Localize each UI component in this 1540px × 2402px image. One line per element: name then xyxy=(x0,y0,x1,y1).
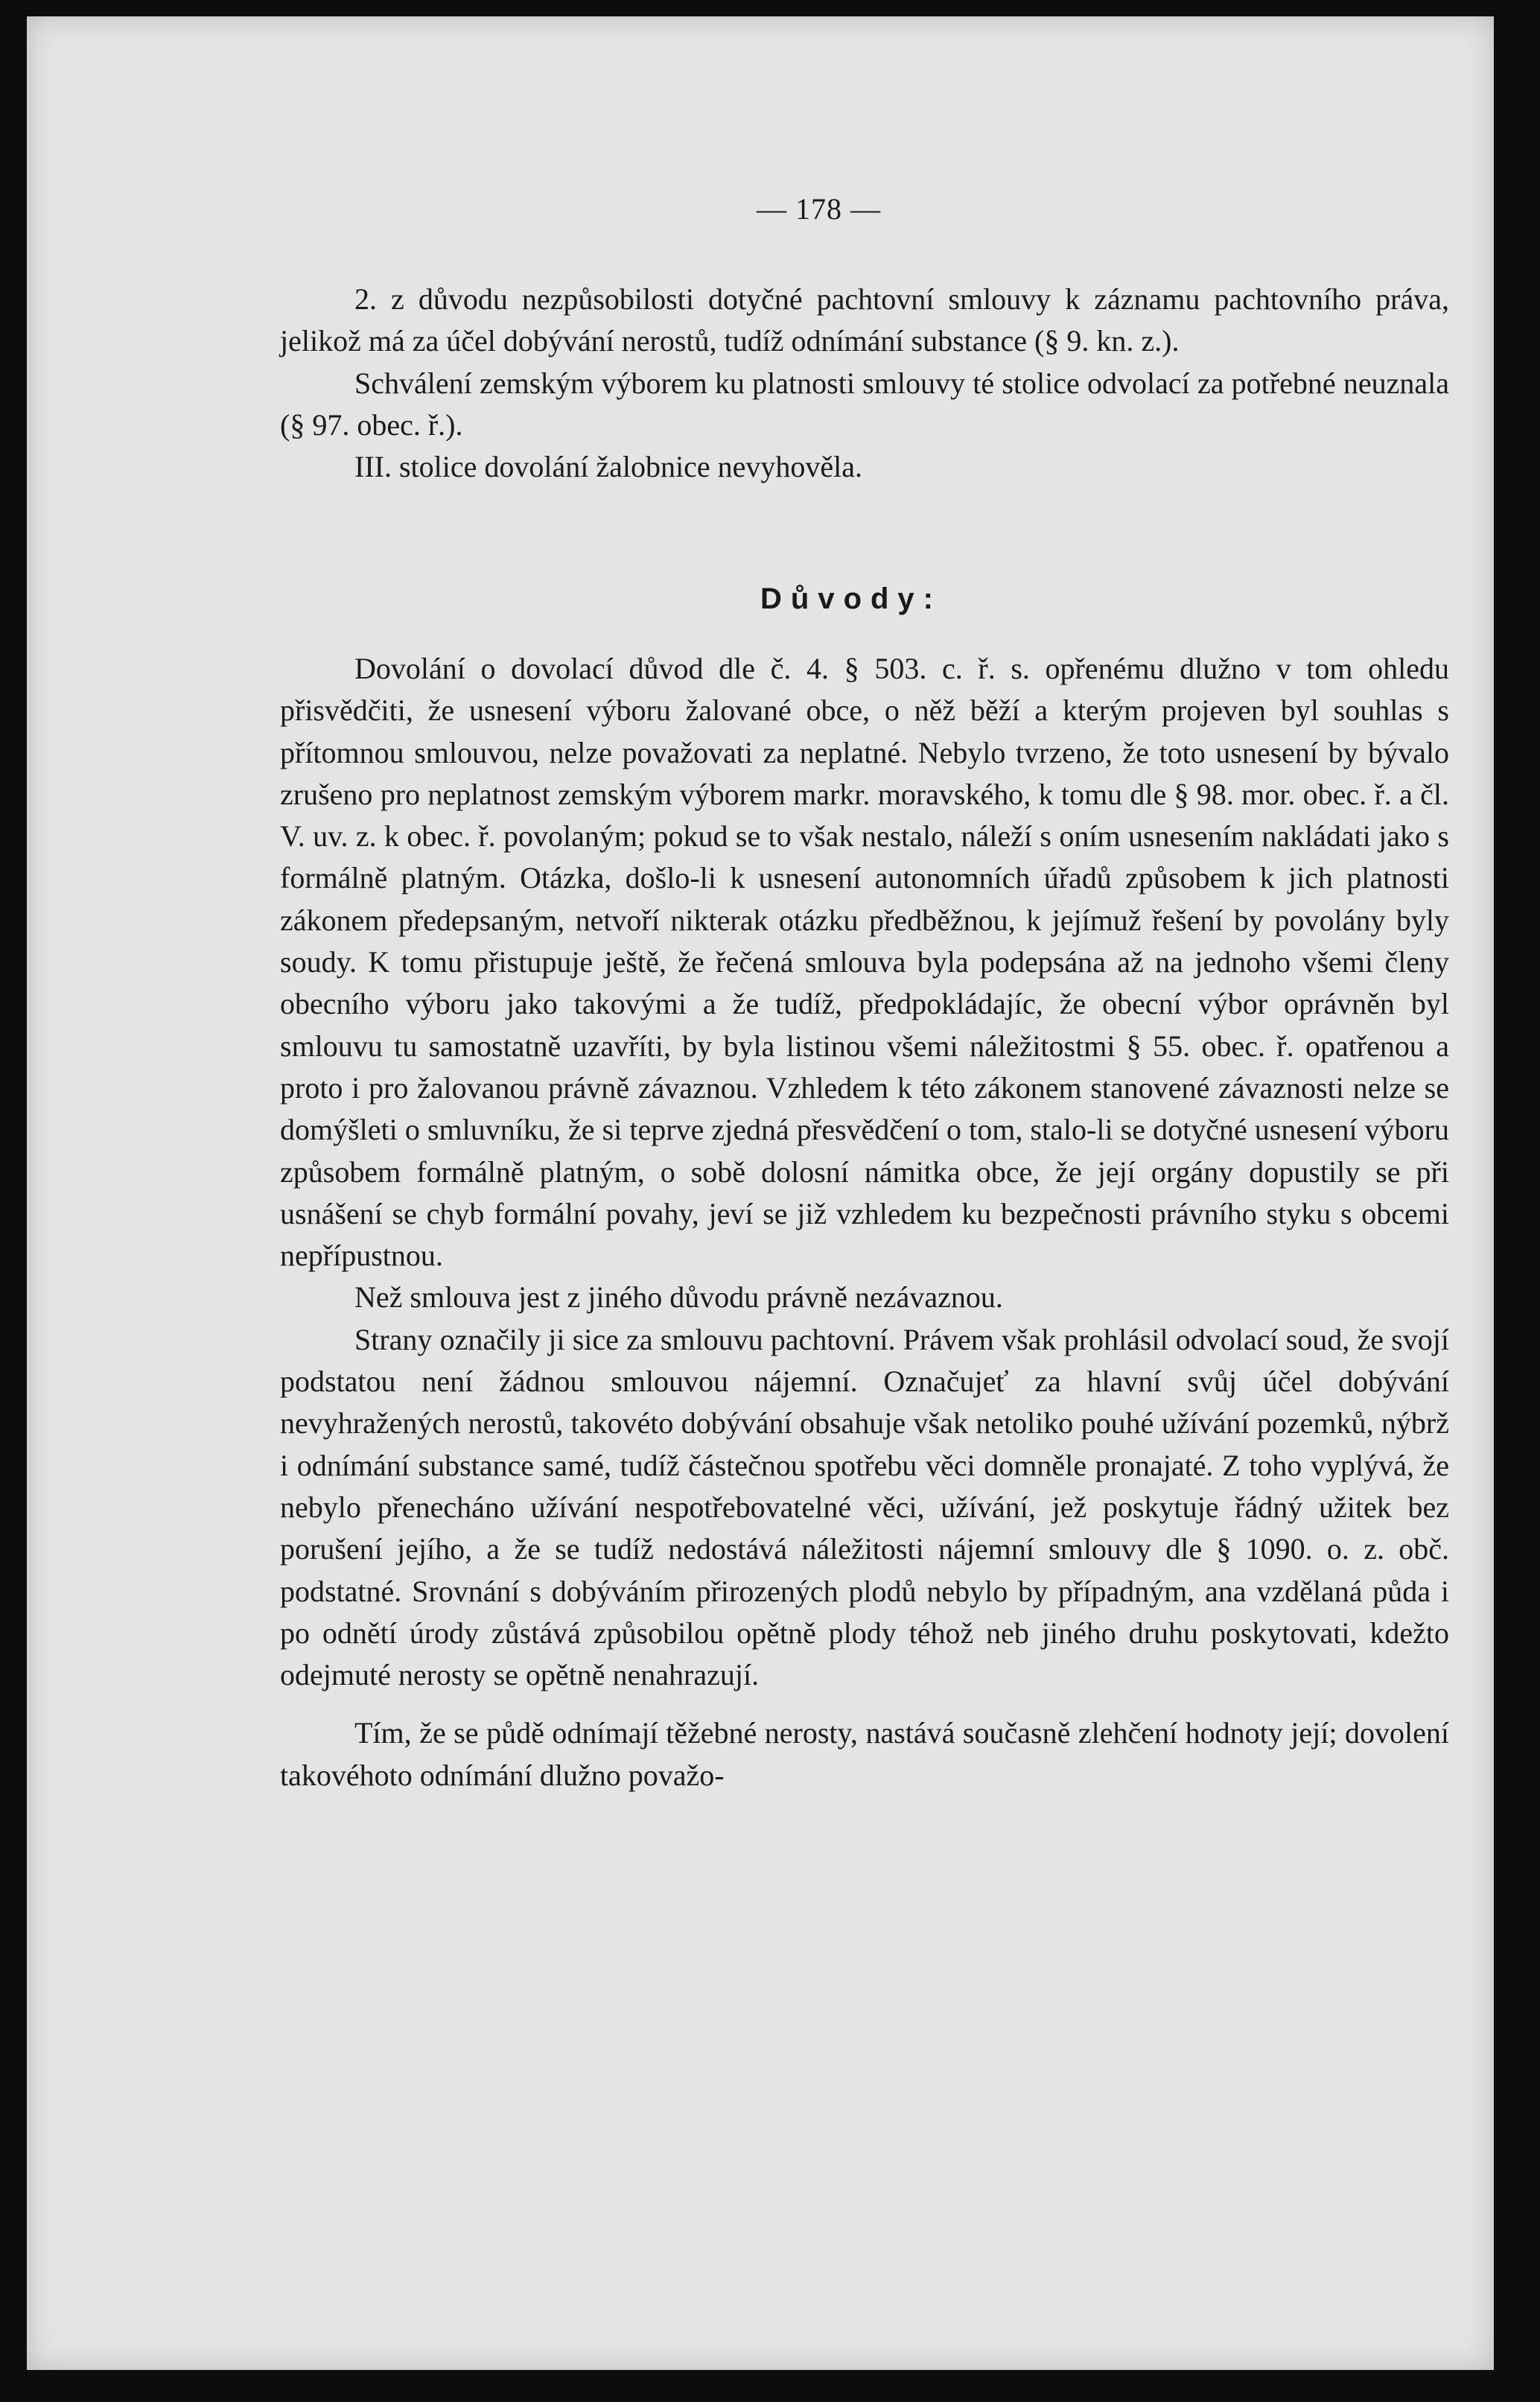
scanned-page xyxy=(27,16,1494,2370)
body-paragraph-2: Než smlouva jest z jiného důvodu právně nezávaznou. xyxy=(354,1280,1003,1315)
body-section xyxy=(280,648,1449,1796)
intro-paragraph-2: Schválení zemským výborem ku platnosti smlouvy té stolice odvolací za potřebné neuznala (§ 97. obec. ř.). xyxy=(280,366,1449,442)
body-paragraph-4: Tím, že se půdě odnímají těžebné nerosty, nastává současně zlehčení hodnoty její; dovolení takovéhoto odnímání dlužno považo- xyxy=(280,1716,1449,1792)
section-heading: Důvody: xyxy=(760,582,942,615)
body-paragraph-3: Strany označily ji sice za smlouvu pachtovní. Právem však prohlásil odvolací soud, že svojí podstatou není žádnou smlouvou nájemní. Označujeť za hlavní svůj účel dobývání nevyhražených nerostů, takovéto dobývání obsahuje však netoliko pouhé užívání pozemků, nýbrž i odnímání substance samé, tudíž částečnou spotřebu věci domněle pronajaté. Z toho vyplývá, že nebylo přenecháno užívání nespotřebovatelné věci, užívání, jež poskytuje řádný užitek bez porušení jejího, a že se tudíž nedostává náležitosti nájemní smlouvy dle § 1090. o. z. obč. podstatné. Srovnání s dobýváním přirozených plodů nebylo by případným, ana vzdělaná půda i po odnětí úrody zůstává způsobilou opětně plody téhož neb jiného druhu poskytovati, kdežto odejmuté nerosty se opětně nenahrazují. xyxy=(280,1322,1449,1692)
body-paragraph-1: Dovolání o dovolací důvod dle č. 4. § 503. c. ř. s. opřenému dlužno v tom ohledu přisvědčiti, že usnesení výboru žalované obce, o něž běží a kterým projeven byl souhlas s přítomnou smlouvou, nelze považovati za neplatné. Nebylo tvrzeno, že toto usnesení by bývalo zrušeno pro neplatnost zemským výborem markr. moravského, k tomu dle § 98. mor. obec. ř. a čl. V. uv. z. k obec. ř. povolaným; pokud se to však nestalo, náleží s oním usnesením nakládati jako s formálně platným. Otázka, došlo-li k usnesení autonomních úřadů způsobem k jich platnosti zákonem předepsaným, netvoří nikterak otázku předběžnou, k jejímuž řešení by povolány byly soudy. K tomu přistupuje ještě, že řečená smlouva byla podepsána až na jednoho všemi členy obecního výboru jako takovými a že tudíž, předpokládajíc, že obecní výbor oprávněn byl smlouvu tu samostatně uzavříti, by byla listinou všemi náležitostmi § 55. obec. ř. opatřenou a proto i pro žalovanou právně závaznou. Vzhledem k této zákonem stanovené závaznosti nelze se domýšleti o smluvníku, že si teprve zjedná přesvědčení o tom, stalo-li se dotyčné usnesení výboru způsobem formálně platným, o sobě dolosní námitka obce, že její orgány dopustily se při usnášení se chyb formální povahy, jeví se již vzhledem ku bezpečnosti právního styku s obcemi nepřípustnou. xyxy=(280,652,1449,1273)
intro-paragraph-1: 2. z důvodu nezpůsobilosti dotyčné pachtovní smlouvy k záznamu pachtovního práva, jelikož má za účel dobývání nerostů, tudíž odnímání substance (§ 9. kn. z.). xyxy=(280,282,1449,358)
intro-section xyxy=(280,279,1449,488)
page-number: — 178 — xyxy=(757,192,881,226)
intro-paragraph-3: III. stolice dovolání žalobnice nevyhověla. xyxy=(354,450,862,484)
